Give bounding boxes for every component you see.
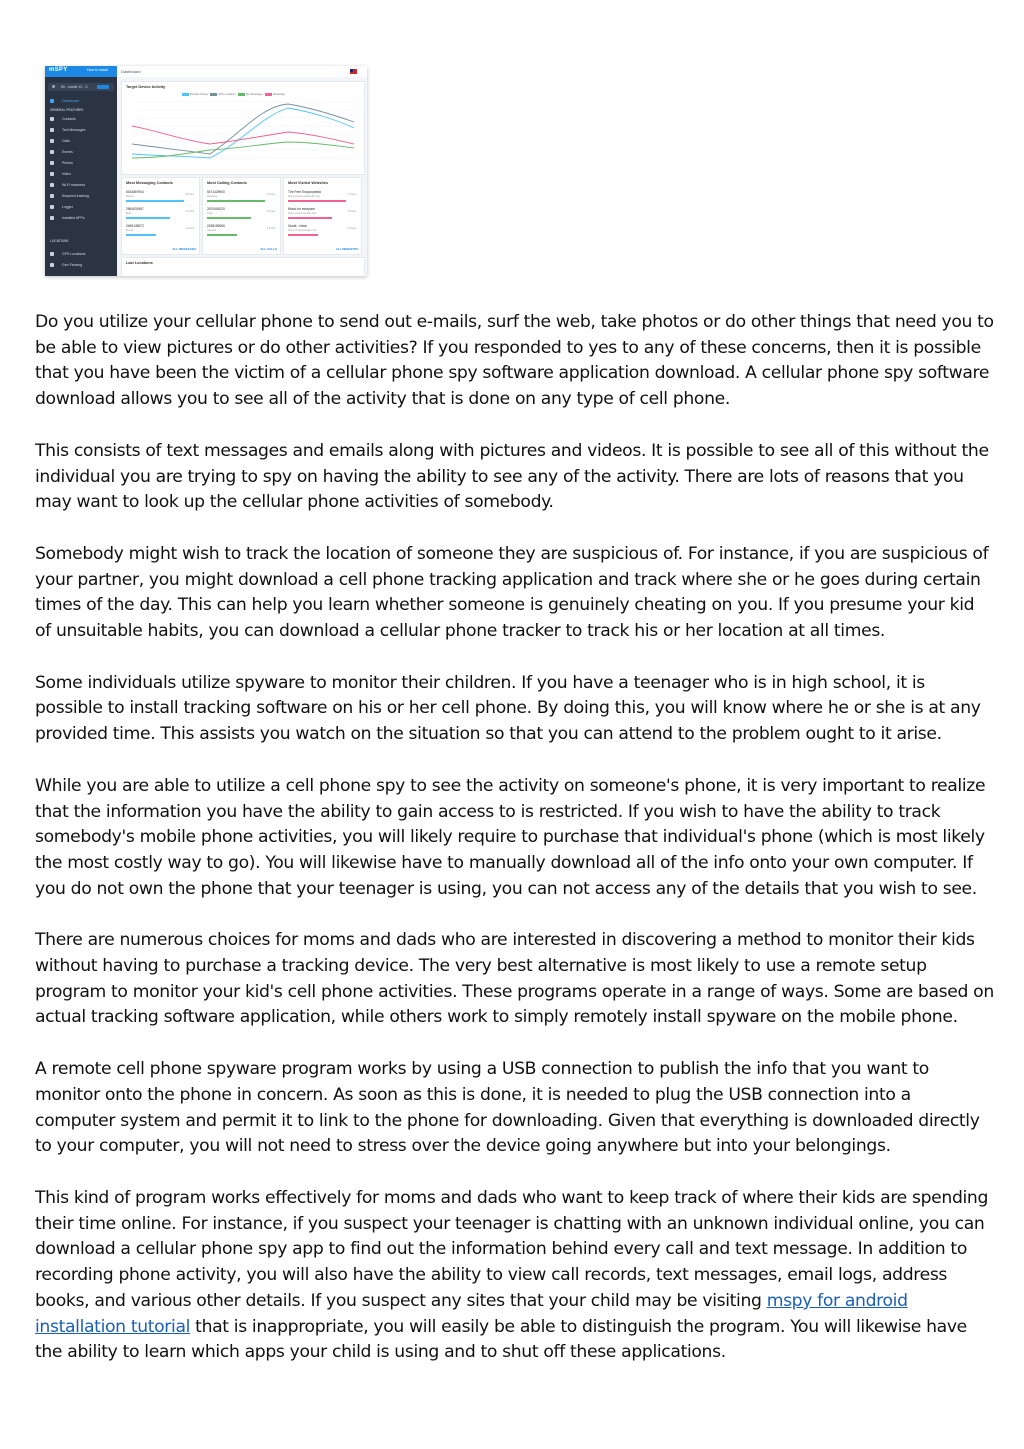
logo-tagline: How to install [87,68,108,72]
dashboard-screenshot [45,66,367,276]
panel-row [288,224,358,237]
row-bar [207,217,251,219]
sidebar-item-label: Keyword tracking [62,193,89,198]
sidebar-item[interactable] [45,202,117,211]
row-count: 7 times [347,193,356,196]
panel-row [207,190,277,203]
sidebar-item[interactable] [45,180,117,189]
sidebar-item[interactable] [45,136,117,145]
row-secondary: Max [126,211,132,215]
legend-label: Text Messages [245,93,263,97]
chart-title: Target Device Activity [126,85,166,89]
sidebar-item-label: Dashboard [62,98,80,103]
last-locations-title: Last Locations [126,261,153,265]
sidebar-item[interactable] [45,147,117,156]
row-count: 4 times [185,227,194,230]
sidebar-item-label: Events [62,149,73,154]
panel-view-all[interactable]: ALL WEBSITES [335,247,358,251]
sidebar-item-label: Contacts [62,116,76,121]
sidebar-item[interactable] [45,191,117,200]
stats-panel [202,177,281,255]
paragraph-3: Somebody might wish to track the location of someone they are suspicious of. For instance, if you are suspicious of your partner, you might download a cell phone tracking application and track where she or he goes during certain times of the day. This can help you learn whether someone is genuinely cheating on you. If you presume your kid of unsuitable habits, you can download a cellular phone tracker to track his or her location at all times. [35,543,989,642]
sidebar-item-label: Wi-Fi networks [62,182,86,187]
activity-chart [122,82,364,174]
panel-row [207,207,277,220]
legend-label: Browser History [190,93,209,97]
sidebar-item-label: Calls [62,138,70,143]
sidebar-item-icon [50,161,54,165]
sidebar-item-label: Video [62,171,71,176]
row-bar [207,234,237,236]
location-pin-icon [50,263,54,267]
row-primary: 5471429900 [207,190,225,194]
paragraph-6: There are numerous choices for moms and dads who are interested in discovering a method to monitor their kids without having to purchase a tracking device. The very best alternative is most likely to use a remote setup program to monitor your kid's cell phone activities. These programs operate in a range of ways. Some are based on actual tracking software application, while others work to simply remotely install spyware on the mobile phone. [35,930,994,1028]
row-primary: 5434857944 [126,190,144,194]
paragraph-7: A remote cell phone spyware program works by using a USB connection to publish the info that you want to monitor onto the phone in concern. As soon as this is done, it is needed to plug the USB connection into a computer system and permit it to link to the phone for downloading. Given that everything is downloaded directly to your computer, you will not need to stress over the device going anywhere but into your belongings. [35,1059,980,1157]
paragraph-8-start: This kind of program works effectively for moms and dads who want to keep track of where their kids are spending their time online. For instance, if you suspect your teenager is chatting with an unknown individual online, you can download a cellular phone spy app to find out the information behind every call and text message. In addition to recording phone activity, you will also have the ability to view call records, text messages, email logs, address books, and various other details. If you suspect any sites that your child may be visiting [35,1187,989,1311]
sidebar-item-label: Logger [62,204,73,209]
activity-chart-card [121,81,365,175]
mspy-tutorial-link[interactable]: mspy for android installation tutorial [35,1290,908,1337]
sidebar-item-icon [50,194,54,198]
row-count: 6 times [266,193,275,196]
sidebar-item-label: Text Messages [62,127,86,132]
device-badge [97,85,109,89]
row-secondary: Maria [126,228,133,232]
row-primary: 2465145572 [126,224,144,228]
sidebar-item-icon [50,183,54,187]
paragraph-8 [35,1186,995,1366]
row-secondary: Cole [207,211,213,215]
sidebar-item-label: Photos [62,160,73,165]
row-count: 8 times [185,193,194,196]
row-secondary: Bethany [207,194,218,198]
panel-row [126,190,196,203]
row-count: 6 times [185,210,194,213]
dashboard-sidebar [45,66,117,276]
row-bar [288,234,318,236]
row-bar [126,200,184,202]
sidebar-item[interactable] [45,125,117,134]
dashboard-title: Dashboard [121,69,141,74]
stats-panel [121,177,200,255]
last-locations-card [121,257,365,276]
row-bar [126,217,170,219]
row-bar [288,200,346,202]
logo-bar [45,66,117,77]
panel-row [126,224,196,237]
sidebar-item-icon [50,216,54,220]
row-secondary: Jessica [207,228,217,232]
paragraph-1: Do you utilize your cellular phone to send out e-mails, surf the web, take photos or do other things that need you to be able to view pictures or do other activities? If you responded to yes to any of these concerns, then it is possible that you have been the victim of a cellular phone spy software application download. A cellular phone spy software download allows you to see all of the activity that is done on any type of cell phone. [35,312,994,410]
row-count: 4 times [347,227,356,230]
sidebar-item[interactable] [45,213,117,222]
mspy-logo: mSPY [49,67,68,73]
row-bar [207,200,265,202]
sidebar-item-label: Geo Fencing [62,262,83,267]
panel-title: Most Visited Websites [288,181,328,185]
device-icon [52,85,55,88]
row-secondary: https://www.wikipedia.org [288,194,320,198]
sidebar-section-locations: LOCATIONS [50,239,69,243]
row-secondary: https://www.spotify.com [288,211,318,215]
panel-row [126,207,196,220]
sidebar-item-label: GPS Locations [62,251,86,256]
row-bar [288,217,332,219]
sidebar-item[interactable] [45,96,117,105]
series-gps-line [132,104,354,154]
sidebar-section-general: GENERAL FEATURES [50,108,84,112]
flag-icon [350,69,357,74]
sidebar-item[interactable] [45,158,117,167]
article-body [35,310,995,1392]
row-primary: The Free Encyclopedia [288,190,321,194]
paragraph-4: Some individuals utilize spyware to monitor their children. If you have a teenager who is in high school, it is possible to install tracking software on his or her cell phone. By doing this, you will know where he or she is at any provided time. This assists you watch on the situation so that you can attend to the problem ought to it arise. [35,672,981,745]
row-primary: 2670449120 [207,207,225,211]
panel-row [207,224,277,237]
row-primary: 2964531967 [126,207,144,211]
row-secondary: Nancy [126,194,134,198]
sidebar-item-icon [50,172,54,176]
sidebar-item-icon [50,139,54,143]
location-pin-icon [50,252,54,256]
sidebar-item[interactable] [45,114,117,123]
sidebar-item-icon [50,128,54,132]
paragraph-5: While you are able to utilize a cell phone spy to see the activity on someone's phone, it is very important to realize that the information you have the ability to gain access to is restricted. If you wish to have the ability to track somebody's mobile phone activities, you will likely require to purchase that individual's phone (which is most likely the most costly way to go). You will likewise have to manually download all of the info onto your own computer. If you do not own the phone that your teenager is using, you can not access any of the details that you wish to see. [35,775,986,899]
legend-label: WhatsApp [272,93,285,97]
sidebar-item-icon [50,117,54,121]
sidebar-item-label: Installed APPs [62,215,85,220]
row-primary: Gmail - Inbox [288,224,307,228]
paragraph-8-end: that is inappropriate, you will easily be able to distinguish the program. You will likewise have the ability to learn which apps your child is using and to shut off these applications. [35,1316,967,1363]
sidebar-location-item[interactable] [45,260,117,269]
paragraph-2: This consists of text messages and emails along with pictures and videos. It is possible to see all of this without the individual you are trying to spy on having the ability to see any of the activity. There are lots of reasons that you may want to look up the cellular phone activities of somebody. [35,440,989,513]
panel-title: Most Calling Contacts [207,181,247,185]
row-count: 5 times [347,210,356,213]
panel-row [288,190,358,203]
row-primary: 2438159065 [207,224,225,228]
dashboard-main [117,77,367,276]
stats-panel [283,177,362,255]
row-count: 5 times [266,210,275,213]
legend-label: GPS Locations [218,93,236,97]
row-secondary: https://mail.google.com [288,228,317,232]
panel-title: Most Messaging Contacts [126,181,173,185]
series-browser-line [132,108,354,158]
sidebar-item-icon [50,150,54,154]
row-count: 3 times [266,227,275,230]
panel-row [288,207,358,220]
sidebar-location-item[interactable] [45,249,117,258]
sidebar-item-icon [50,99,54,103]
row-bar [126,234,156,236]
panel-view-all[interactable]: ALL CALLS [260,247,277,251]
sidebar-item-icon [50,205,54,209]
row-primary: Music for everyone [288,207,315,211]
device-selector [48,83,114,91]
panel-view-all[interactable]: ALL MESSAGES [172,247,196,251]
sidebar-item[interactable] [45,169,117,178]
device-label: Mi - model 12 - S [61,84,88,89]
